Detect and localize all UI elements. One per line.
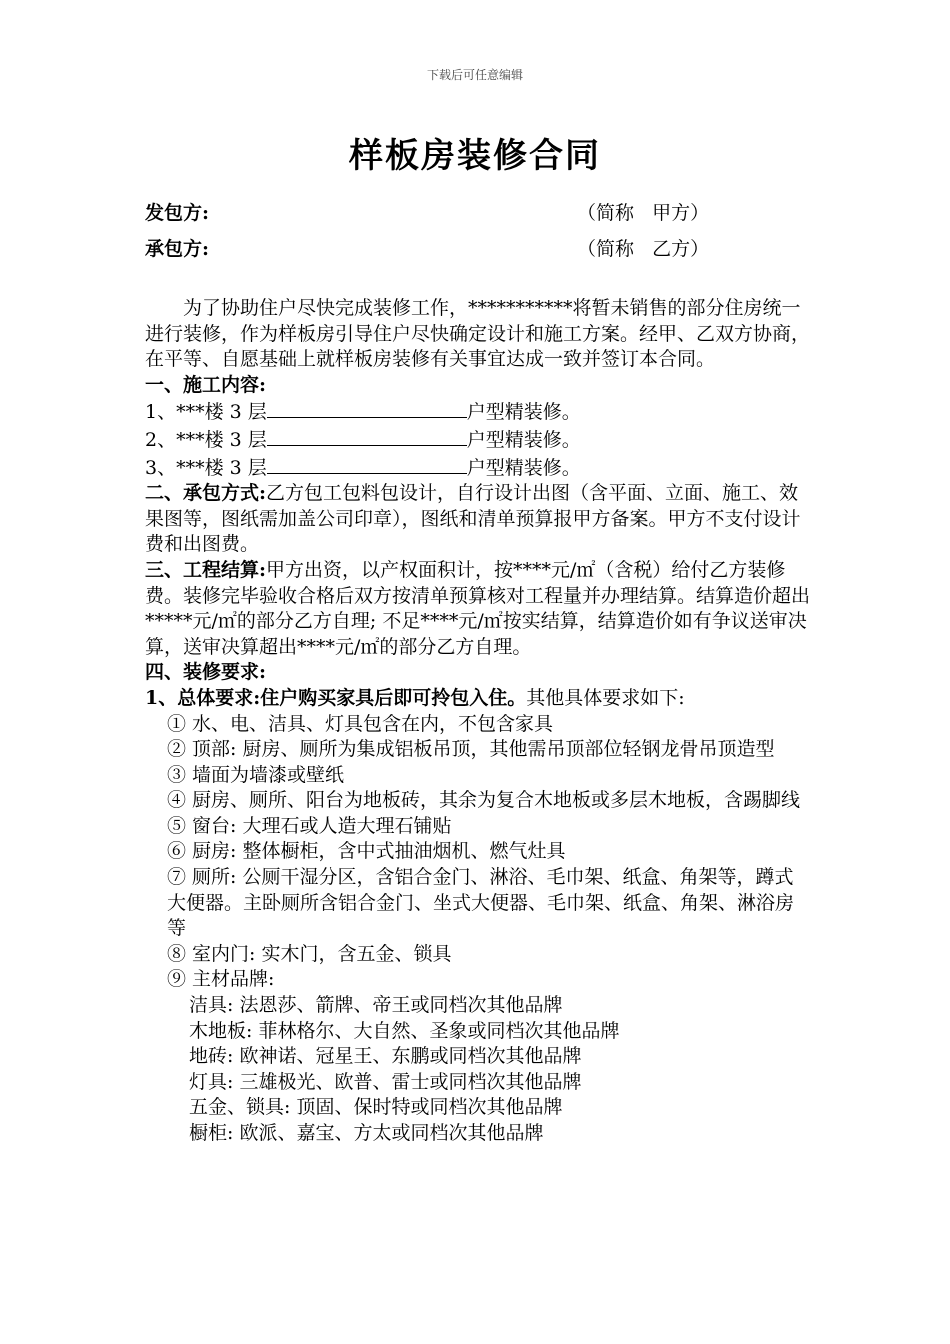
intro-paragraph: 为了协助住户尽快完成装修工作，***********将暂未销售的部分住房统一进行装修，作为样板房引导住户尽快确定设计和施工方案。经甲、乙双方协商，在平等、自愿基础上就样板房装修有关事宜达成一致并签订本合同。 [145,297,811,371]
item-suffix: 户型精装修。 [466,401,581,424]
brand-item: 地砖: 欧神诺、冠星王、东鹏或同档次其他品牌 [189,1045,582,1068]
fill-in-blank[interactable] [267,426,467,446]
brand-item: 橱柜: 欧派、嘉宝、方太或同档次其他品牌 [189,1122,544,1144]
general-bold: 住户购买家具后即可拎包入住。 [260,686,527,709]
party-contractor [145,234,785,264]
brand-item: 洁具: 法恩莎、箭牌、帝王或同档次其他品牌 [189,994,563,1017]
section1-item [145,398,810,426]
party-employer-label: 发包方: [145,202,210,224]
party-employer [145,198,785,228]
fill-in-blank[interactable] [267,454,467,474]
party-contractor-label: 承包方: [145,238,210,260]
page-header: 下载后可任意编辑 [426,68,523,82]
party-employer-abbr: （简称 甲方） [577,202,710,224]
section2-heading: 二、承包方式: [145,482,267,505]
requirement-item: ④ 厨房、厕所、阳台为地板砖，其余为复合木地板或多层木地板，含踢脚线 [167,789,801,812]
requirement-item: ⑦ 厕所: 公厕干湿分区，含铝合金门、淋浴、毛巾架、纸盒、角架等，蹲式大便器。主卧厕所含铝合金门、坐式大便器、毛巾架、纸盒、角架、淋浴房等 [167,866,795,940]
item-prefix: 1、***楼 3 层 [145,401,267,424]
general-label: 1、总体要求: [145,686,261,709]
requirement-item: ⑥ 厨房: 整体橱柜，含中式抽油烟机、燃气灶具 [167,840,566,863]
section2-text: 乙方包工包料包设计，自行设计出图（含平面、立面、施工、效果图等，图纸需加盖公司印章），图纸和清单预算报甲方备案。甲方不支付设计费和出图费。 [145,482,801,556]
requirement-item: ⑨ 主材品牌: [167,968,275,991]
general-requirement [145,686,810,712]
section3-text: 甲方出资，以产权面积计，按****元/㎡（含税）给付乙方装修费。装修完毕验收合格后双方按清单预算核对工程量并办理结算。结算造价超出*****元/㎡的部分乙方自理; 不足****元/㎡按实结算，结算造价如有争议送审决算，送审决算超出****元/㎡的部分乙方自理。 [145,558,811,658]
section2-paragraph [145,481,810,558]
section4-heading: 四、装修要求: [145,661,267,684]
section1-item [145,426,810,454]
requirement-item: ③ 墙面为墙漆或壁纸 [167,763,345,786]
item-prefix: 2、***楼 3 层 [145,428,267,451]
item-suffix: 户型精装修。 [466,456,581,479]
requirement-item: ⑤ 窗台: 大理石或人造大理石铺贴 [167,814,452,837]
brand-item: 木地板: 菲林格尔、大自然、圣象或同档次其他品牌 [189,1019,620,1042]
item-suffix: 户型精装修。 [466,428,581,451]
brand-item: 灯具: 三雄极光、欧普、雷士或同档次其他品牌 [189,1070,582,1093]
general-rest: 其他具体要求如下: [526,686,685,709]
document-title: 样板房装修合同 [349,136,601,176]
item-prefix: 3、***楼 3 层 [145,456,267,479]
brand-item: 五金、锁具: 顶固、保时特或同档次其他品牌 [189,1096,563,1119]
requirement-item: ⑧ 室内门: 实木门，含五金、锁具 [167,942,452,965]
section1-heading: 一、施工内容: [145,373,267,396]
section3-heading: 三、工程结算: [145,558,267,581]
requirement-item: ② 顶部: 厨房、厕所为集成铝板吊顶，其他需吊顶部位轻钢龙骨吊顶造型 [167,738,775,761]
requirement-item: ① 水、电、洁具、灯具包含在内，不包含家具 [167,712,554,735]
contract-body [145,296,810,1147]
party-contractor-abbr: （简称 乙方） [577,238,710,260]
fill-in-blank[interactable] [267,398,467,418]
section3-paragraph [145,558,810,660]
section1-item [145,454,810,482]
